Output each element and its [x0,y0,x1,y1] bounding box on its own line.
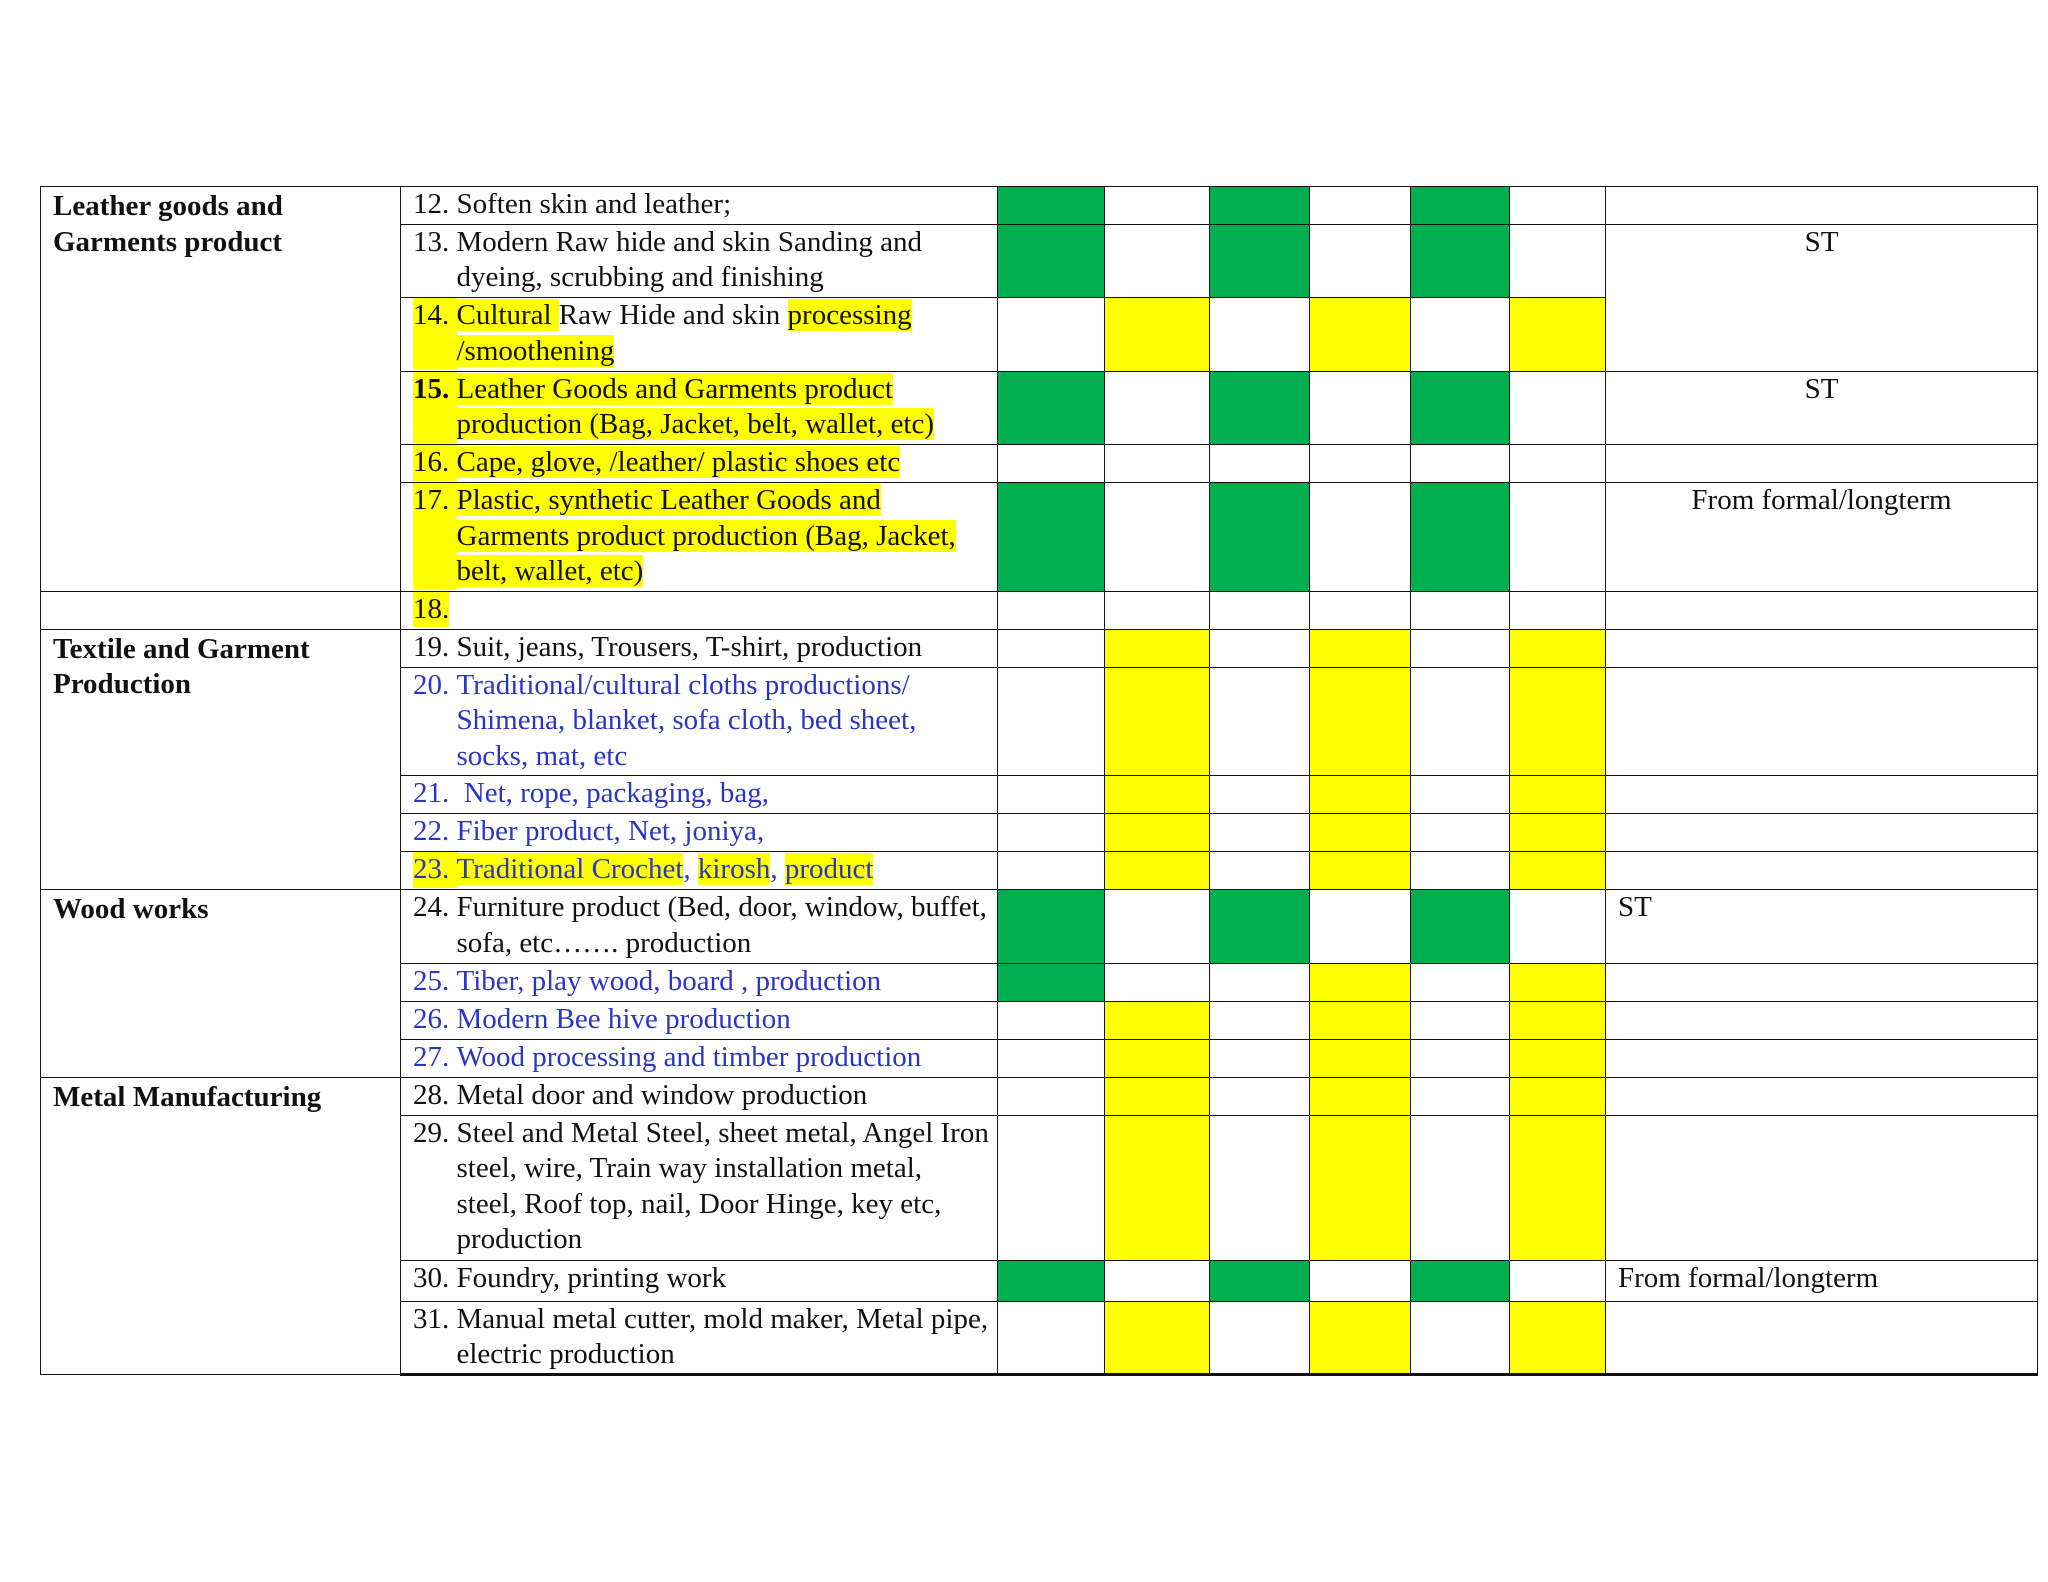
item-text-part: Suit, jeans, Trousers, T-shirt, production [456,630,923,663]
note-cell [1606,1115,2038,1260]
activity-item [413,1040,989,1076]
status-cell-yellow [1105,1001,1210,1039]
status-cell-yellow [1105,1039,1210,1077]
item-number: 23. [413,852,457,888]
item-text-part: Manual metal cutter, mold maker, Metal pipe, electric production [456,1302,989,1371]
sector-empty [41,591,401,629]
item-text-part: Modern Raw hide and skin Sanding and dyeing, scrubbing and finishing [456,225,923,294]
item-text [457,1261,990,1297]
item-text [464,776,989,812]
status-cell-yellow [1510,1115,1606,1260]
status-cell-empty [998,814,1105,852]
item-text [457,372,990,443]
status-cell-empty [1310,371,1411,444]
status-cell-empty [1210,667,1310,776]
status-cell-empty [998,1077,1105,1115]
status-cell-yellow [1510,629,1606,667]
item-text-part: product [784,853,874,886]
status-cell-green [1210,483,1310,592]
item-text-part: Cape, glove, /leather/ plastic shoes etc [456,446,901,479]
note-cell [1606,814,2038,852]
status-cell-empty [998,776,1105,814]
status-cell-empty [1210,852,1310,890]
status-cell-empty [998,629,1105,667]
status-cell-green [1210,1261,1310,1302]
activity-item [413,445,989,481]
sector-leather: Leather goods and Garments product [41,187,401,592]
note-cell [1606,1039,2038,1077]
note-st: ST [1606,890,2038,963]
status-cell-green [1210,890,1310,963]
status-cell-yellow [1510,1301,1606,1374]
item-text-part: Modern Bee hive production [456,1002,791,1035]
note-cell [1606,667,2038,776]
note-cell [1606,1301,2038,1374]
activity-cell [401,1001,998,1039]
item-number: 30. [413,1262,457,1295]
status-cell-green [1210,371,1310,444]
status-cell-empty [998,852,1105,890]
status-cell-empty [1411,667,1510,776]
status-cell-empty [1510,1261,1606,1302]
status-cell-empty [1105,224,1210,297]
item-number: 25. [413,964,457,997]
status-cell-yellow [1105,852,1210,890]
note-cell [1606,1001,2038,1039]
activity-cell [401,371,998,444]
item-text-part: , [770,853,785,886]
table-row [41,187,2038,225]
note-cell [1606,852,2038,890]
note-st: ST [1606,224,2038,371]
activity-cell [401,1301,998,1374]
activity-cell [401,1077,998,1115]
item-text-part: Plastic, synthetic Leather Goods and Garments product production (Bag, Jacket, belt, wallet, etc) [456,484,956,588]
item-number: 31. [413,1302,457,1335]
note-cell [1606,776,2038,814]
item-text [457,890,990,961]
status-cell-empty [1411,629,1510,667]
status-cell-empty [1210,1001,1310,1039]
status-cell-empty [1310,483,1411,592]
status-cell-empty [998,298,1105,371]
status-cell-empty [1510,483,1606,592]
status-cell-empty [1210,1115,1310,1260]
item-number: 20. [413,668,457,701]
item-number: 12. [413,188,457,220]
status-cell-green [1210,187,1310,225]
status-cell-green [1210,224,1310,297]
note-cell [1606,591,2038,629]
table-row [41,1077,2038,1115]
item-text-part: Soften skin and leather; [456,188,732,220]
item-text [457,1078,990,1114]
status-cell-yellow [1510,1077,1606,1115]
status-cell-yellow [1510,667,1606,776]
training-plan-table [40,186,2038,1376]
status-cell-empty [1210,629,1310,667]
status-cell-empty [1210,1301,1310,1374]
activity-cell [401,1039,998,1077]
status-cell-empty [1510,591,1606,629]
status-cell-yellow [1310,1115,1411,1260]
status-cell-yellow [1510,814,1606,852]
activity-item [413,776,989,812]
activity-cell [401,298,998,371]
status-cell-green [1411,224,1510,297]
activity-cell [401,629,998,667]
sector-wood: Wood works [41,890,401,1077]
activity-item [413,630,989,666]
item-text [457,852,990,888]
sector-textile: Textile and Garment Production [41,629,401,890]
activity-cell [401,667,998,776]
activity-cell [401,224,998,297]
item-text [449,592,989,628]
status-cell-empty [1105,445,1210,483]
status-cell-empty [1105,483,1210,592]
table-row [41,629,2038,667]
activity-cell [401,1261,998,1302]
status-cell-empty [1310,224,1411,297]
item-number: 16. [413,445,457,481]
status-cell-empty [998,1115,1105,1260]
status-cell-yellow [1310,1001,1411,1039]
status-cell-yellow [1310,1039,1411,1077]
status-cell-yellow [1105,1077,1210,1115]
status-cell-empty [1105,591,1210,629]
status-cell-green [1411,890,1510,963]
activity-item [413,225,989,296]
status-cell-green [1411,1261,1510,1302]
note-st: ST [1606,371,2038,444]
status-cell-yellow [1105,298,1210,371]
activity-item [413,890,989,961]
status-cell-yellow [1510,852,1606,890]
note-cell [1606,187,2038,225]
status-cell-empty [1210,298,1310,371]
item-number: 28. [413,1078,457,1111]
status-cell-yellow [1510,1039,1606,1077]
item-text-part: Leather Goods and Garments product production (Bag, Jacket, belt, wallet, etc) [456,372,935,441]
item-number: 19. [413,630,457,663]
item-text [457,668,990,775]
activity-item [413,483,989,590]
activity-item [413,1302,989,1373]
status-cell-empty [1510,890,1606,963]
item-text [457,225,990,296]
item-text [457,1002,990,1038]
status-cell-empty [1411,1001,1510,1039]
activity-item [413,1116,989,1258]
status-cell-empty [1411,1115,1510,1260]
item-text-part: , [683,853,698,886]
activity-cell [401,1115,998,1260]
activity-cell [401,483,998,592]
status-cell-yellow [1310,629,1411,667]
note-cell [1606,629,2038,667]
item-text [457,1040,990,1076]
item-text-part: Fiber product, Net, joniya, [456,815,765,848]
status-cell-empty [1510,371,1606,444]
status-cell-empty [1510,445,1606,483]
activity-item [413,814,989,850]
item-text [457,187,990,223]
activity-cell [401,814,998,852]
status-cell-green [998,890,1105,963]
status-cell-empty [998,591,1105,629]
item-text [457,630,990,666]
note-cell [1606,1077,2038,1115]
activity-item [413,852,989,888]
status-cell-empty [1105,1261,1210,1302]
status-cell-green [1411,187,1510,225]
item-number: 15. [413,372,457,443]
item-text-part: Traditional Crochet [456,853,684,886]
item-number: 21. [413,777,464,810]
status-cell-empty [1105,371,1210,444]
status-cell-yellow [1510,963,1606,1001]
item-text [457,298,990,369]
item-text [457,1116,990,1258]
activity-item [413,372,989,443]
status-cell-yellow [1310,963,1411,1001]
activity-item [413,668,989,775]
item-text-part: Cultural [456,299,559,332]
activity-cell [401,890,998,963]
status-cell-yellow [1105,1301,1210,1374]
status-cell-yellow [1310,852,1411,890]
status-cell-yellow [1105,1115,1210,1260]
item-number: 26. [413,1002,457,1035]
status-cell-yellow [1310,667,1411,776]
status-cell-empty [1411,1077,1510,1115]
activity-item [413,1002,989,1038]
status-cell-empty [1210,445,1310,483]
note-formal-longterm: From formal/longterm [1606,1261,2038,1302]
status-cell-empty [1411,1301,1510,1374]
status-cell-empty [1411,852,1510,890]
status-cell-yellow [1310,1077,1411,1115]
status-cell-green [998,963,1105,1001]
status-cell-green [998,224,1105,297]
status-cell-empty [1310,890,1411,963]
status-cell-empty [1105,890,1210,963]
item-text-part: Net, rope, packaging, bag, [463,777,769,810]
item-text-part: Metal door and window production [456,1078,868,1111]
note-cell [1606,963,2038,1001]
status-cell-yellow [1105,629,1210,667]
item-text-part: Tiber, play wood, board , production [456,964,882,997]
status-cell-empty [1510,224,1606,297]
status-cell-empty [1310,445,1411,483]
status-cell-empty [1105,187,1210,225]
item-number: 14. [413,298,457,369]
status-cell-empty [1411,1039,1510,1077]
item-number: 27. [413,1040,457,1073]
status-cell-empty [998,1001,1105,1039]
status-cell-green [1411,483,1510,592]
sector-metal: Metal Manufacturing [41,1077,401,1374]
activity-item [413,1078,989,1114]
activity-item [413,298,989,369]
status-cell-empty [1210,1077,1310,1115]
status-cell-empty [1411,776,1510,814]
item-text-part: Furniture product (Bed, door, window, buffet, sofa, etc……. production [456,891,987,959]
note-cell [1606,445,2038,483]
status-cell-empty [1210,776,1310,814]
activity-item [413,592,989,628]
status-cell-empty [1210,814,1310,852]
table-row [41,890,2038,963]
item-text [457,814,990,850]
item-number: 24. [413,891,457,924]
status-cell-empty [998,1301,1105,1374]
status-cell-empty [998,667,1105,776]
status-cell-yellow [1310,1301,1411,1374]
status-cell-empty [1411,445,1510,483]
status-cell-yellow [1310,298,1411,371]
status-cell-empty [1411,814,1510,852]
activity-cell [401,963,998,1001]
status-cell-yellow [1310,776,1411,814]
activity-cell [401,445,998,483]
status-cell-empty [1411,963,1510,1001]
status-cell-empty [1310,187,1411,225]
note-formal-longterm: From formal/longterm [1606,483,2038,592]
status-cell-empty [1510,187,1606,225]
status-cell-empty [1411,591,1510,629]
activity-item [413,187,989,223]
status-cell-yellow [1510,776,1606,814]
status-cell-green [998,371,1105,444]
status-cell-empty [998,1039,1105,1077]
item-number: 22. [413,815,457,848]
status-cell-yellow [1105,667,1210,776]
item-text-part: Foundry, printing work [456,1262,727,1295]
item-text-part: kirosh [697,853,771,886]
activity-cell [401,591,998,629]
status-cell-empty [1210,963,1310,1001]
status-cell-green [1411,371,1510,444]
status-cell-green [998,1261,1105,1302]
table-row [41,591,2038,629]
status-cell-yellow [1510,298,1606,371]
item-text [457,483,990,590]
item-text [457,1302,990,1373]
item-number: 18. [413,592,449,628]
item-text [457,964,990,1000]
status-cell-yellow [1310,814,1411,852]
status-cell-empty [1210,591,1310,629]
status-cell-yellow [1105,814,1210,852]
item-text-part: Steel and Metal Steel, sheet metal, Angel Iron steel, wire, Train way installation metal, steel, Roof top, nail, Door Hinge, key etc, production [456,1116,989,1256]
item-text [457,445,990,481]
activity-item [413,964,989,1000]
item-text-part: processing /smoothening [456,299,912,367]
item-text-part: Traditional/cultural cloths productions/ Shimena, blanket, sofa cloth, bed sheet, socks, mat, etc [456,668,917,772]
activity-cell [401,776,998,814]
status-cell-green [998,187,1105,225]
status-cell-yellow [1510,1001,1606,1039]
status-cell-empty [1310,1261,1411,1302]
status-cell-empty [1411,298,1510,371]
status-cell-yellow [1105,776,1210,814]
status-cell-empty [1105,963,1210,1001]
status-cell-empty [1210,1039,1310,1077]
status-cell-green [998,483,1105,592]
status-cell-empty [998,445,1105,483]
item-text-part: Wood processing and timber production [456,1040,922,1073]
item-text-part: Raw Hide and skin [558,299,788,332]
item-number: 13. [413,225,457,258]
item-number: 29. [413,1116,457,1149]
status-cell-empty [1310,591,1411,629]
activity-cell [401,852,998,890]
item-number: 17. [413,483,457,590]
activity-item [413,1261,989,1297]
activity-cell [401,187,998,225]
